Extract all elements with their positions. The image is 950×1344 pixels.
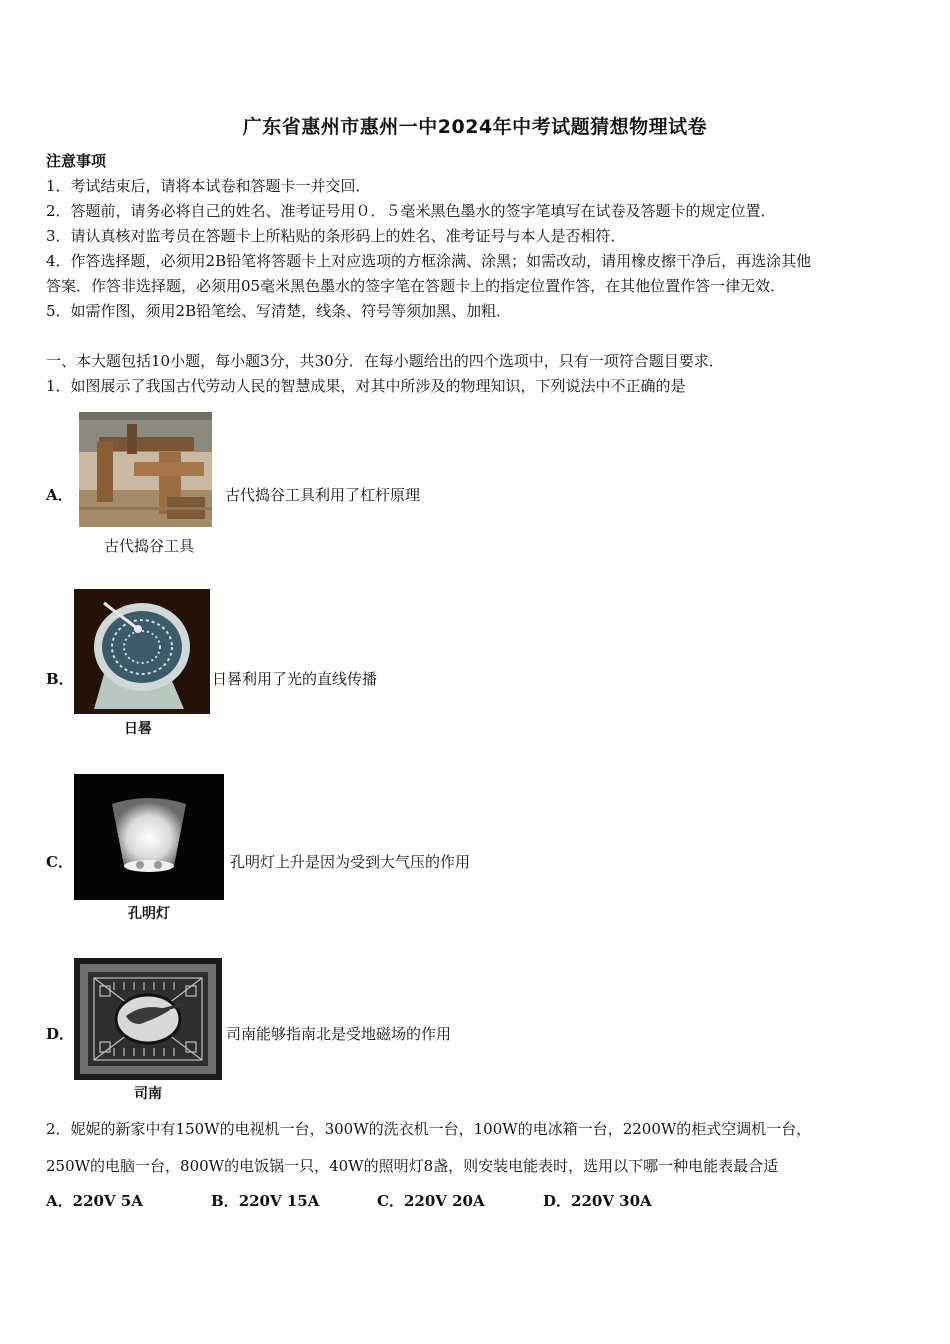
notice-item: 5．如需作图，须用2B铅笔绘、写清楚，线条、符号等须加黑、加粗．: [46, 302, 512, 320]
section-heading: 一、本大题包括10小题，每小题3分，共30分．在每小题给出的四个选项中，只有一项符合题目要求．: [46, 352, 724, 370]
notice-item: 2．答题前，请务必将自己的姓名、准考证号用０．５毫米黑色墨水的签字笔填写在试卷及答题卡的规定位置．: [46, 202, 776, 220]
option-c-caption: 孔明灯: [128, 906, 170, 922]
q2-option-d-text: 220V 30A: [571, 1192, 652, 1210]
q2-option-d: [543, 1190, 652, 1211]
notice-item: 3．请认真核对监考员在答题卡上所粘贴的条形码上的姓名、准考证号与本人是否相符．: [46, 227, 626, 245]
option-a-text: 古代捣谷工具利用了杠杆原理: [225, 486, 421, 504]
option-c-text: 孔明灯上升是因为受到大气压的作用: [230, 853, 471, 871]
sundial-image: [74, 589, 210, 714]
page-title: 广东省惠州市惠州一中2024年中考试题猜想物理试卷: [242, 116, 708, 138]
south-pointing-compass-image: [74, 958, 222, 1080]
option-a-letter: A．: [46, 486, 73, 504]
notice-item: 1．考试结束后，请将本试卷和答题卡一并交回．: [46, 177, 371, 195]
question-1-stem: 1．如图展示了我国古代劳动人民的智慧成果，对其中所涉及的物理知识，下列说法中不正确的是: [46, 377, 686, 395]
grain-pounding-tool-image: [79, 412, 212, 527]
option-b-text: 日晷利用了光的直线传播: [212, 670, 378, 688]
q2-option-a-letter: A．: [46, 1192, 73, 1210]
option-a-caption: 古代捣谷工具: [103, 537, 194, 555]
notice-item: 4．作答选择题，必须用2B铅笔将答题卡上对应选项的方框涂满、涂黑；如需改动，请用橡皮擦干净后，再选涂其他: [46, 252, 812, 270]
q2-option-d-letter: D．: [543, 1192, 572, 1210]
sky-lantern-image: [74, 774, 224, 900]
q2-option-c-text: 220V 20A: [403, 1192, 485, 1210]
question-2-stem-line1: 2．妮妮的新家中有150W的电视机一台，300W的洗衣机一台，100W的电冰箱一台，2200W的柜式空调机一台，: [46, 1120, 812, 1138]
notice-heading: 注意事项: [46, 152, 107, 170]
question-2-stem-line2: 250W的电脑一台，800W的电饭锅一只，40W的照明灯8盏，则安装电能表时，选用以下哪一种电能表最合适: [46, 1157, 779, 1175]
option-b-caption: 日晷: [124, 721, 152, 737]
q2-option-c-letter: C．: [377, 1192, 404, 1210]
q2-option-c: [377, 1190, 485, 1211]
notice-item: 答案．作答非选择题，必须用05毫米黑色墨水的签字笔在答题卡上的指定位置作答，在其他位置作答一律无效．: [46, 277, 786, 295]
option-d-text: 司南能够指南北是受地磁场的作用: [226, 1025, 452, 1043]
q2-option-a: [46, 1190, 143, 1211]
option-c-letter: C．: [46, 853, 73, 871]
q2-option-b-text: 220V 15A: [238, 1192, 320, 1210]
option-b-letter: B．: [46, 670, 74, 688]
q2-option-b-letter: B．: [211, 1192, 239, 1210]
q2-option-b: [211, 1190, 319, 1211]
q2-option-a-text: 220V 5A: [72, 1192, 143, 1210]
option-d-caption: 司南: [134, 1086, 162, 1102]
option-d-letter: D．: [46, 1025, 75, 1043]
